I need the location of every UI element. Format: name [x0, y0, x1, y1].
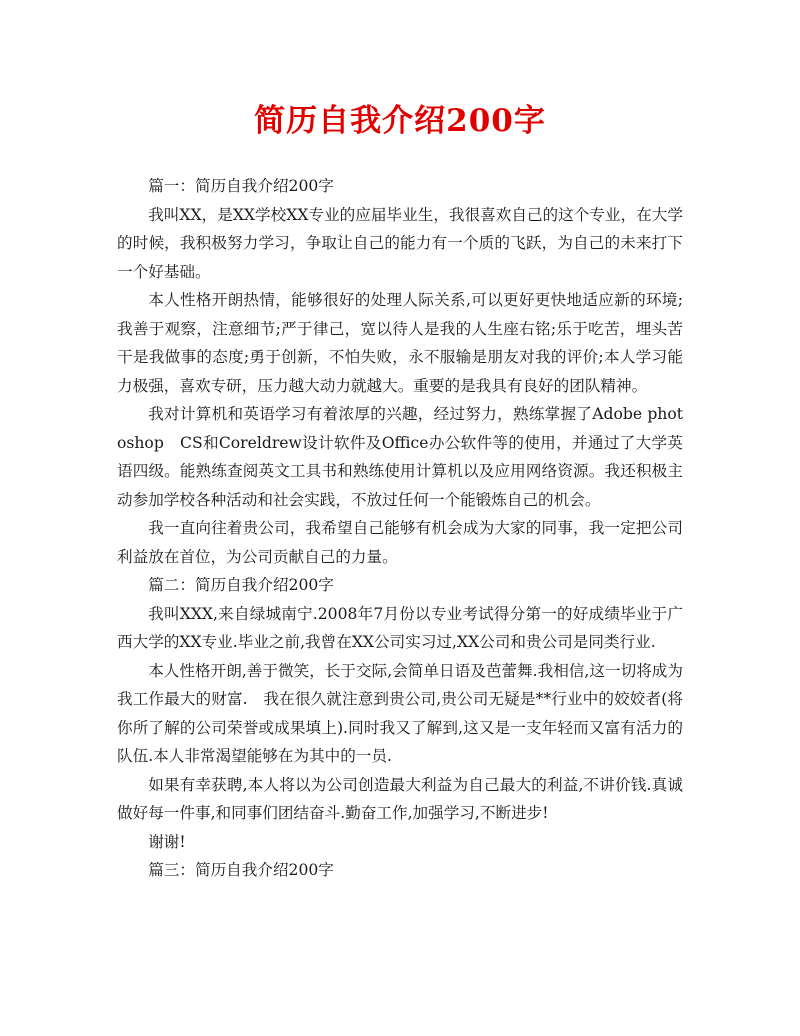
paragraph: 本人性格开朗,善于微笑，长于交际,会简单日语及芭蕾舞.我相信,这一切将成为我工作最大的财富. 我在很久就注意到贵公司,贵公司无疑是**行业中的姣姣者(将你所了解的公司荣誉或成果填上).同时我又了解到,这又是一支年轻而又富有活力的队伍.本人非常渴望能够在为其中的一员.: [117, 661, 683, 765]
paragraph: 我一直向往着贵公司，我希望自己能够有机会成为大家的同事，我一定把公司利益放在首位，为公司贡献自己的力量。: [117, 519, 683, 566]
paragraph: 我叫XXX,来自绿城南宁.2008年7月份以专业考试得分第一的好成绩毕业于广西大学的XX专业.毕业之前,我曾在XX公司实习过,XX公司和贵公司是同类行业.: [117, 604, 683, 651]
paragraph: 我对计算机和英语学习有着浓厚的兴趣，经过努力，熟练掌握了Adobe photoshop CS和Coreldrew设计软件及Office办公软件等的使用，并通过了大学英语四级。能熟练查阅英文工具书和熟练使用计算机以及应用网络资源。我还积极主动参加学校各种活动和社会实践，不放过任何一个能锻炼自己的机会。: [117, 405, 683, 509]
document-body: [117, 172, 683, 885]
section-heading-2: 篇二：简历自我介绍200字: [148, 576, 334, 594]
paragraph: 我叫XX，是XX学校XX专业的应届毕业生，我很喜欢自己的这个专业，在大学的时候，我积极努力学习，争取让自己的能力有一个质的飞跃，为自己的未来打下一个好基础。: [117, 205, 683, 281]
section-heading-3: 篇三：简历自我介绍200字: [148, 861, 334, 879]
section-heading-1: 篇一：简历自我介绍200字: [148, 177, 334, 195]
paragraph: 谢谢!: [148, 832, 186, 851]
paragraph: 本人性格开朗热情，能够很好的处理人际关系,可以更好更快地适应新的环境;我善于观察，注意细节;严于律己，宽以待人是我的人生座右铭;乐于吃苦，埋头苦干是我做事的态度;勇于创新，不怕失败，永不服输是朋友对我的评价;本人学习能力极强，喜欢专研，压力越大动力就越大。重要的是我具有良好的团队精神。: [117, 291, 683, 395]
document-title: 简历自我介绍200字: [254, 103, 546, 139]
paragraph: 如果有幸获聘,本人将以为公司创造最大利益为自己最大的利益,不讲价钱.真诚做好每一件事,和同事们团结奋斗.勤奋工作,加强学习,不断进步!: [117, 775, 683, 822]
